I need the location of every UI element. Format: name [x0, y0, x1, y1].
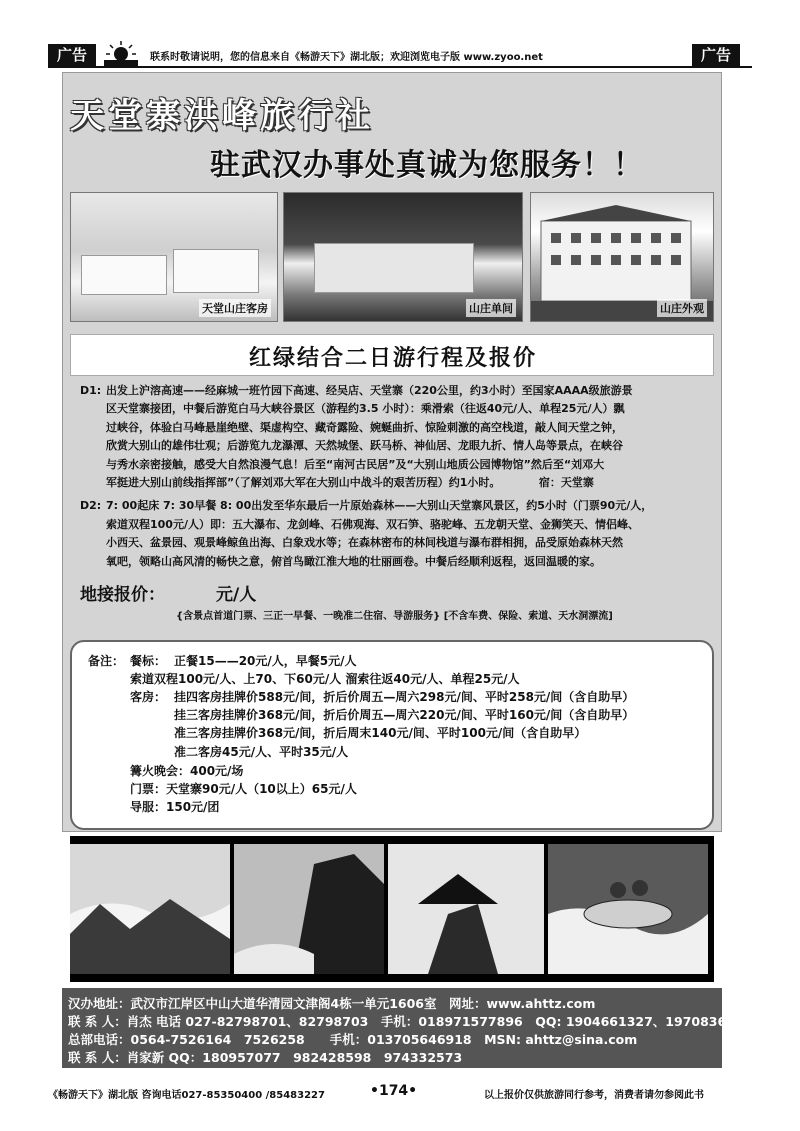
- itinerary-line: [80, 437, 623, 455]
- meal-label: 餐标：: [130, 654, 167, 668]
- itinerary-title-box: [70, 334, 714, 376]
- room-photo: [70, 192, 278, 322]
- contact-box: [62, 988, 753, 1068]
- price-note: {含景点首道门票、三正一早餐、一晚准二住宿、导游服务} [不含车费、保险、索道、天水洞漂流]: [176, 611, 613, 622]
- guide-price: 导服：150元/团: [130, 800, 220, 814]
- pine-peak-photo: [388, 844, 544, 974]
- sea-of-clouds-photo: [70, 844, 230, 974]
- itinerary-text: 过峡谷，体验白马峰悬崖绝壁、渠虚构空、藏奇露险、婉蜒曲折、惊险刺激的高空栈道，敲人间天堂之钟，: [106, 421, 623, 434]
- itinerary-line: [80, 497, 652, 515]
- room-rate: 准三客房挂牌价368元/间，折后周末140元/间、平时100元/间（含自助早）: [174, 726, 587, 740]
- itinerary-line: [80, 382, 633, 400]
- contact-line: 汉办地址：武汉市江岸区中山大道华清园文津阁4栋一单元1606室 网址：www.ahttz.com: [68, 996, 596, 1011]
- price-value: 元/人: [216, 585, 257, 605]
- itinerary-text: 小西天、盆景园、观景峰鲸鱼出海、白象戏水等；在森林密布的林间栈道与瀑布群相拥，品受原始森林天然: [106, 536, 623, 549]
- itinerary-text: 氧吧，领略山高风清的畅快之意，俯首鸟瞰江淮大地的壮丽画卷。中餐后经顺利返程，返回温暖的家。: [106, 555, 601, 568]
- ad-tag-left: 广告: [48, 44, 96, 66]
- bed-shape: [173, 249, 259, 293]
- photo-caption: 天堂山庄客房: [199, 299, 271, 317]
- itinerary-line: [80, 419, 623, 437]
- price-label: 地接报价：: [80, 585, 165, 605]
- cable-car-price: 索道双程100元/人、上70、下60元/人 溜索往返40元/人、单程25元/人: [130, 672, 520, 686]
- itinerary-text: 出发上沪溶高速——经麻城一班竹园下高速、经吴店、天堂寨（220公里，约3小时）至国家AAAA级旅游景: [106, 384, 633, 397]
- contact-line: 联 系 人：肖家新 QQ：180957077 982428598 974332573: [68, 1050, 463, 1065]
- ad-tag-right: 广告: [692, 44, 740, 66]
- room-label: 客房：: [130, 690, 167, 704]
- header-note: 联系时敬请说明，您的信息来自《畅游天下》湖北版；欢迎浏览电子版 www.zyoo.net: [150, 52, 543, 63]
- page-number: •174•: [370, 1083, 418, 1099]
- building-photo: [530, 192, 714, 322]
- footer-publication: 《畅游天下》湖北版 咨询电话027-85350400 /85483227: [48, 1090, 325, 1101]
- tagline: 驻武汉办事处真诚为您服务！！: [210, 148, 644, 183]
- contact-line: 总部电话：0564-7526164 7526258 手机：013705646918 MSN: ahttz@sina.com: [68, 1032, 638, 1047]
- itinerary-line: [80, 474, 594, 492]
- bed-shape: [81, 255, 167, 295]
- rafting-photo: [548, 844, 708, 974]
- itinerary-line: [80, 553, 601, 571]
- itinerary-text: 7: 00起床 7: 30早餐 8: 00出发至华东最后一片原始森林——大别山天堂寨风景区，约5小时（门票90元/人，: [106, 499, 653, 512]
- scenery-photo-strip: [70, 836, 714, 982]
- magazine-logo-icon: [100, 40, 142, 68]
- photo-caption: 山庄外观: [657, 299, 707, 317]
- itinerary-text: 军挺进大别山前线指挥部”（了解刘邓大军在大别山中战斗的艰苦历程）约1小时。 宿：天堂寨: [106, 476, 594, 489]
- itinerary-line: [80, 456, 604, 474]
- day-label: D2:: [80, 499, 102, 512]
- itinerary-text: 区天堂寨接团，中餐后游览白马大峡谷景区（游程约3.5 小时）：乘滑索（往返40元/人、单程25元/人）飘: [106, 402, 625, 415]
- itinerary-line: [80, 400, 624, 418]
- bed-shape: [314, 243, 474, 293]
- notes-heading: 备注：: [88, 654, 125, 668]
- ticket-price: 门票：天堂寨90元/人（10以上）65元/人: [130, 782, 357, 796]
- footer-disclaimer: 以上报价仅供旅游同行参考，消费者请勿参阅此书: [484, 1090, 704, 1101]
- room-rate: 准二客房45元/人、平时35元/人: [174, 745, 349, 759]
- header-divider: [48, 66, 752, 68]
- itinerary-title: 红绿结合二日游行程及报价: [248, 346, 537, 371]
- single-room-photo: [283, 192, 523, 322]
- itinerary-text: 欣赏大别山的雄伟壮观；后游览九龙瀑潭、天然城堡、跃马桥、神仙居、龙眼九折、情人岛等景点，在峡谷: [106, 439, 623, 452]
- photo-caption: 山庄单间: [466, 299, 516, 317]
- meal-standard: 正餐15——20元/人，早餐5元/人: [174, 654, 357, 668]
- day-label: D1:: [80, 384, 102, 397]
- itinerary-text: 索道双程100元/人）即：五大瀑布、龙剑峰、石佛观海、双石笋、骆驼峰、五龙朝天堂、金狮笑天、情侣峰、: [106, 518, 639, 531]
- itinerary-text: 与秀水亲密接触，感受大自然浪漫气息！后至“南河古民居”及“大别山地质公园博物馆”然后至“刘邓大: [106, 458, 605, 471]
- room-rate: 挂三客房挂牌价368元/间，折后价周五—周六220元/间、平时160元/间（含自助早）: [174, 708, 635, 722]
- bonfire-price: 篝火晚会：400元/场: [130, 764, 244, 778]
- contact-line: 联 系 人：肖杰 电话 027-82798701、82798703 手机：018971577896 QQ: 1904661327、1970836015: [68, 1014, 753, 1029]
- company-name: 天堂寨洪峰旅行社: [70, 96, 374, 136]
- room-rate: 挂四客房挂牌价588元/间，折后价周五—周六298元/间、平时258元/间（含自助早）: [174, 690, 635, 704]
- cliff-photo: [234, 844, 384, 974]
- itinerary-line: [80, 534, 623, 552]
- itinerary-line: [80, 516, 639, 534]
